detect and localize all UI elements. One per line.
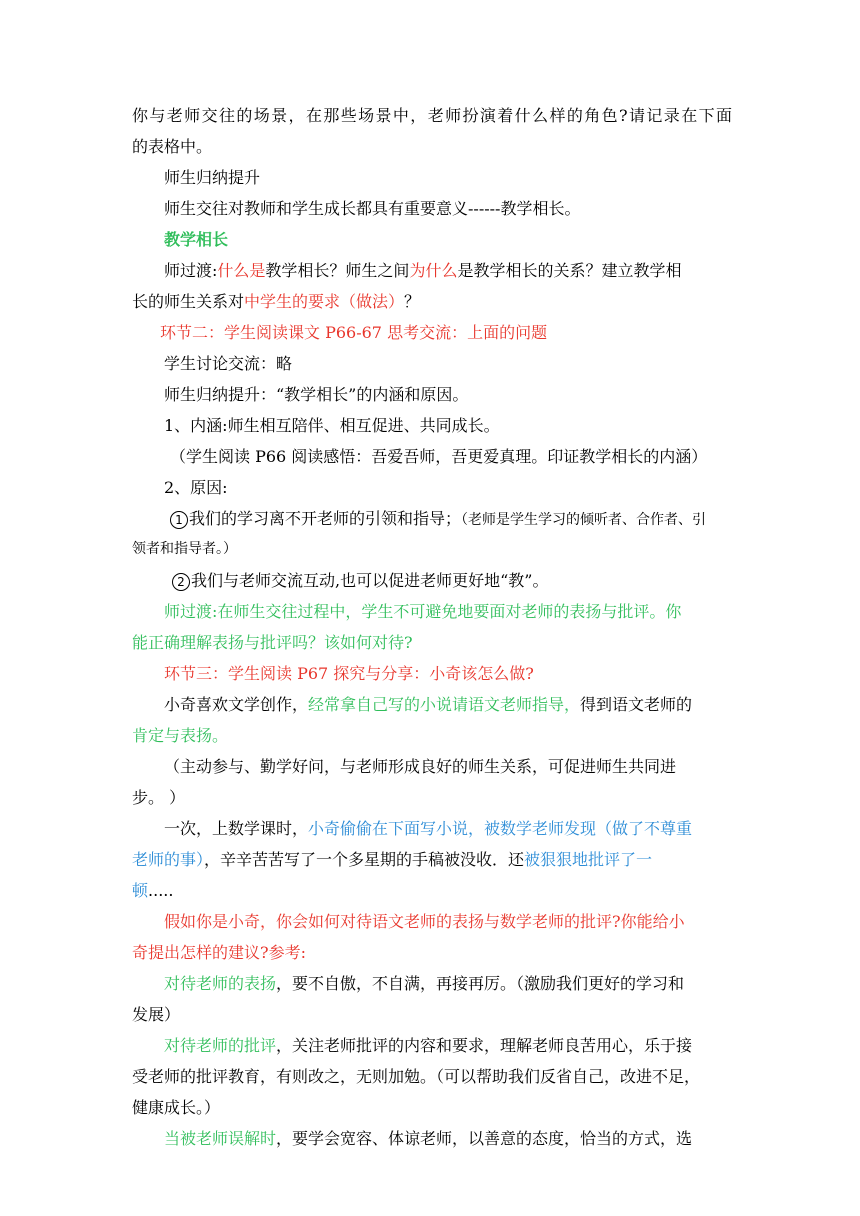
- paragraph-line: 师过渡:什么是教学相长？师生之间为什么是教学相长的关系？建立教学相: [164, 261, 682, 280]
- paragraph-line: 师生交往对教师和学生成长都具有重要意义------教学相长。: [164, 199, 581, 218]
- section-heading: 环节三：学生阅读 P67 探究与分享：小奇该怎么做?: [164, 664, 534, 683]
- section-heading: 环节二：学生阅读课文 P66-67 思考交流：上面的问题: [160, 323, 548, 342]
- paragraph-line: （学生阅读 P66 阅读感悟：吾爱吾师，吾更爱真理。印证教学相长的内涵）: [170, 447, 708, 466]
- paragraph-line: 健康成长。）: [132, 1098, 221, 1117]
- paragraph-line: 领者和指导者。）: [132, 541, 237, 557]
- list-item: 2 我们与老师交流互动,也可以促进老师更好地“教”。: [132, 565, 732, 596]
- paragraph-line: 长的师生关系对中学生的要求（做法）？: [132, 292, 421, 311]
- list-item: 1 我们的学习离不开老师的引领和指导；（老师是学生学习的倾听者、合作者、引: [132, 503, 732, 534]
- paragraph-line: 师过渡:在师生交往过程中，学生不可避免地要面对老师的表扬与批评。你: [164, 602, 682, 621]
- circled-number: 1: [170, 511, 188, 529]
- paragraph-line: 1、内涵:师生相互陪伴、相互促进、共同成长。: [164, 416, 500, 435]
- paragraph-line: 顿.....: [132, 881, 174, 900]
- paragraph-line: 老师的事），辛辛苦苦写了一个多星期的手稿被没收．还被狠狠地批评了一: [132, 850, 653, 869]
- paragraph-line: 发展）: [132, 1005, 181, 1024]
- paragraph-line: 2、原因:: [164, 478, 228, 497]
- paragraph-line: 假如你是小奇，你会如何对待语文老师的表扬与数学老师的批评?你能给小: [164, 912, 685, 931]
- paragraph-line: 一次，上数学课时，小奇偷偷在下面写小说，被数学老师发现（做了不尊重: [164, 819, 693, 838]
- paragraph-line: 奇提出怎样的建议?参考:: [132, 943, 306, 962]
- paragraph-line: 当被老师误解时，要学会宽容、体谅老师，以善意的态度，恰当的方式，选: [164, 1129, 693, 1148]
- paragraph-line: 你与老师交往的场景，在那些场景中，老师扮演着什么样的角色?请记录在下面: [132, 106, 732, 125]
- document-page: [132, 100, 732, 1154]
- paragraph-line: （主动参与、勤学好问，与老师形成良好的师生关系，可促进师生共同进: [164, 757, 677, 776]
- paragraph-line: 对待老师的批评，关注老师批评的内容和要求，理解老师良苦用心，乐于接: [164, 1036, 693, 1055]
- paragraph-line: 学生讨论交流：略: [164, 354, 293, 373]
- paragraph-line: 对待老师的表扬，要不自傲，不自满，再接再厉。（激励我们更好的学习和: [164, 974, 685, 993]
- circled-number: 2: [172, 573, 190, 591]
- paragraph-line: 师生归纳提升：“教学相长”的内涵和原因。: [164, 385, 469, 404]
- section-heading: 教学相长: [164, 230, 229, 249]
- paragraph-line: 肯定与表扬。: [132, 726, 229, 745]
- section-heading: 师生归纳提升: [164, 168, 261, 187]
- paragraph-line: 受老师的批评教育，有则改之，无则加勉。（可以帮助我们反省自己，改进不足，: [132, 1067, 701, 1086]
- paragraph-line: 的表格中。: [132, 137, 213, 156]
- paragraph-line: 小奇喜欢文学创作，经常拿自己写的小说请语文老师指导，得到语文老师的: [164, 695, 693, 714]
- paragraph-line: 步。 ）: [132, 788, 186, 807]
- paragraph-line: 能正确理解表扬与批评吗？该如何对待?: [132, 633, 413, 652]
